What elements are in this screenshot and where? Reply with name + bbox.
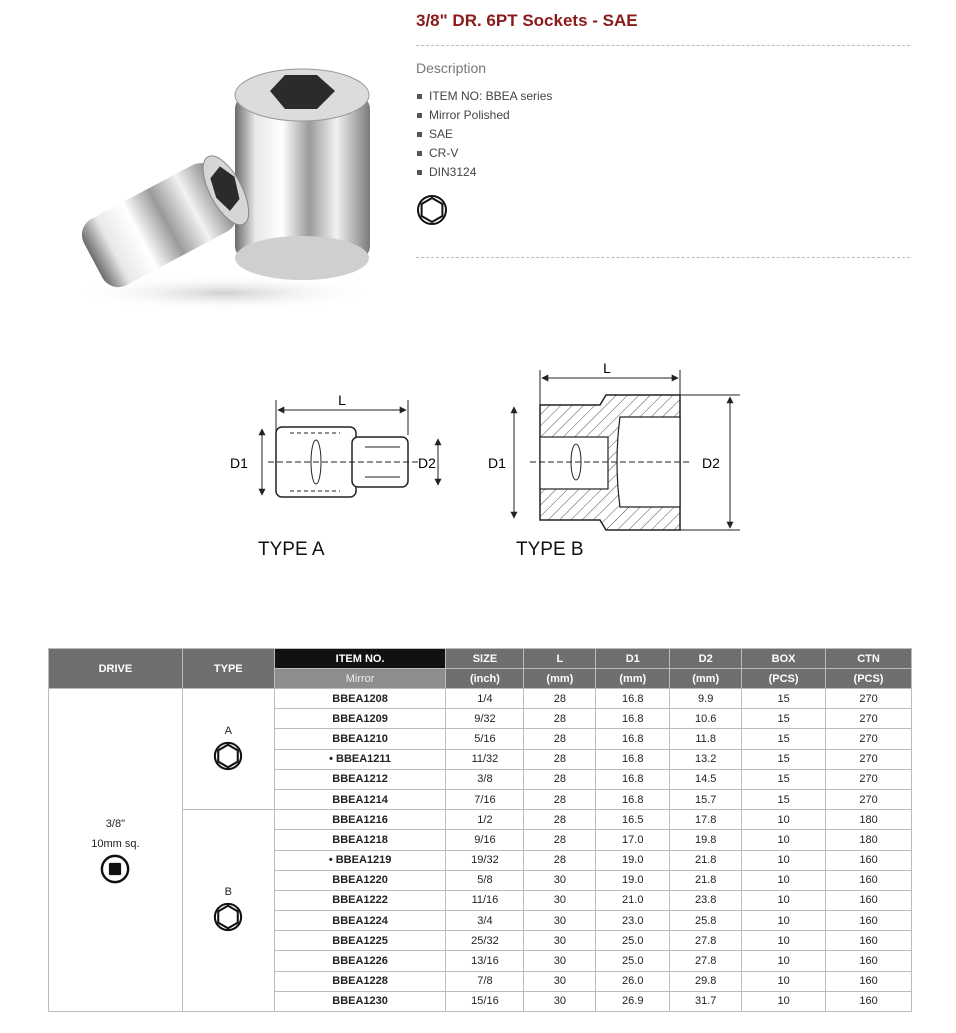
cell-size: 19/32: [446, 850, 524, 870]
cell-box: 10: [742, 870, 826, 890]
divider: [416, 257, 910, 258]
cell-size: 3/8: [446, 769, 524, 789]
cell-item: • BBEA1211: [274, 749, 446, 769]
cell-item: BBEA1209: [274, 709, 446, 729]
type-b-dim-l: L: [603, 360, 611, 376]
cell-ctn: 160: [826, 911, 912, 931]
header-item-no: ITEM NO.: [274, 649, 446, 669]
header-size-unit: (inch): [446, 669, 524, 689]
cell-size: 7/8: [446, 971, 524, 991]
dimension-diagrams: [0, 355, 956, 575]
type-a-label: TYPE A: [258, 539, 325, 560]
cell-ctn: 270: [826, 729, 912, 749]
divider: [416, 45, 910, 46]
spec-item: SAE: [416, 125, 910, 144]
cell-box: 15: [742, 729, 826, 749]
cell-d2: 21.8: [670, 870, 742, 890]
cell-d2: 27.8: [670, 951, 742, 971]
cell-item: • BBEA1219: [274, 850, 446, 870]
cell-d1: 16.8: [596, 749, 670, 769]
cell-ctn: 270: [826, 749, 912, 769]
type-letter: A: [224, 724, 232, 737]
cell-d1: 19.0: [596, 870, 670, 890]
type-a-dim-d2: D2: [418, 455, 436, 471]
cell-l: 28: [524, 810, 596, 830]
cell-box: 10: [742, 971, 826, 991]
cell-l: 30: [524, 911, 596, 931]
cell-d2: 27.8: [670, 931, 742, 951]
header-l-unit: (mm): [524, 669, 596, 689]
table-row: [49, 689, 912, 709]
cell-d2: 29.8: [670, 971, 742, 991]
cell-l: 30: [524, 971, 596, 991]
cell-ctn: 180: [826, 830, 912, 850]
cell-box: 15: [742, 769, 826, 789]
drive-cell: [49, 689, 183, 1012]
cell-d1: 26.0: [596, 971, 670, 991]
cell-l: 28: [524, 850, 596, 870]
cell-item: BBEA1220: [274, 870, 446, 890]
spec-item: Mirror Polished: [416, 106, 910, 125]
drive-square: 10mm sq.: [91, 837, 140, 850]
spec-item: DIN3124: [416, 163, 910, 182]
product-info: [416, 0, 910, 258]
cell-d2: 9.9: [670, 689, 742, 709]
product-photo: [55, 55, 385, 315]
spec-table: [48, 648, 912, 1012]
cell-size: 9/32: [446, 709, 524, 729]
cell-box: 10: [742, 830, 826, 850]
cell-l: 28: [524, 830, 596, 850]
cell-d1: 23.0: [596, 911, 670, 931]
header-d1-unit: (mm): [596, 669, 670, 689]
cell-ctn: 160: [826, 951, 912, 971]
hexagon-icon: [213, 741, 243, 771]
cell-d1: 25.0: [596, 931, 670, 951]
cell-ctn: 160: [826, 931, 912, 951]
header-type: TYPE: [182, 649, 274, 689]
cell-d1: 16.8: [596, 729, 670, 749]
cell-d2: 14.5: [670, 769, 742, 789]
cell-size: 3/4: [446, 911, 524, 931]
cell-ctn: 270: [826, 709, 912, 729]
type-b-label: TYPE B: [516, 539, 584, 560]
table-body: [49, 689, 912, 1012]
cell-box: 10: [742, 810, 826, 830]
cell-ctn: 270: [826, 769, 912, 789]
spec-item: ITEM NO: BBEA series: [416, 87, 910, 106]
cell-item: BBEA1208: [274, 689, 446, 709]
cell-ctn: 180: [826, 810, 912, 830]
cell-d1: 16.5: [596, 810, 670, 830]
cell-box: 15: [742, 749, 826, 769]
cell-l: 28: [524, 709, 596, 729]
cell-d1: 16.8: [596, 689, 670, 709]
header-box: BOX: [742, 649, 826, 669]
cell-l: 28: [524, 689, 596, 709]
header-size: SIZE: [446, 649, 524, 669]
cell-d2: 21.8: [670, 850, 742, 870]
drive-size: 3/8": [105, 817, 125, 830]
product-title: 3/8" DR. 6PT Sockets - SAE: [416, 11, 638, 30]
cell-l: 28: [524, 729, 596, 749]
cell-item: BBEA1228: [274, 971, 446, 991]
cell-box: 10: [742, 931, 826, 951]
cell-ctn: 270: [826, 689, 912, 709]
hexagon-icon: [213, 902, 243, 932]
cell-box: 10: [742, 850, 826, 870]
cell-d2: 17.8: [670, 810, 742, 830]
cell-item: BBEA1226: [274, 951, 446, 971]
cell-ctn: 160: [826, 870, 912, 890]
header-item-sub: Mirror: [274, 669, 446, 689]
cell-item: BBEA1214: [274, 789, 446, 809]
header-d2-unit: (mm): [670, 669, 742, 689]
cell-size: 13/16: [446, 951, 524, 971]
cell-l: 28: [524, 749, 596, 769]
type-a-cell: [182, 689, 274, 810]
cell-box: 10: [742, 951, 826, 971]
cell-ctn: 160: [826, 971, 912, 991]
cell-item: BBEA1225: [274, 931, 446, 951]
cell-ctn: 160: [826, 991, 912, 1011]
header-box-unit: (PCS): [742, 669, 826, 689]
type-b-dim-d2: D2: [702, 455, 720, 471]
cell-size: 7/16: [446, 789, 524, 809]
cell-d2: 15.7: [670, 789, 742, 809]
type-b-diagram: [488, 360, 740, 530]
cell-size: 15/16: [446, 991, 524, 1011]
square-drive-icon: [100, 854, 130, 884]
cell-box: 15: [742, 789, 826, 809]
header-ctn-unit: (PCS): [826, 669, 912, 689]
cell-d1: 16.8: [596, 709, 670, 729]
cell-size: 5/16: [446, 729, 524, 749]
cell-item: BBEA1218: [274, 830, 446, 850]
type-b-dim-d1: D1: [488, 455, 506, 471]
cell-box: 10: [742, 911, 826, 931]
cell-size: 11/16: [446, 890, 524, 910]
cell-item: BBEA1212: [274, 769, 446, 789]
cell-d1: 21.0: [596, 890, 670, 910]
cell-size: 9/16: [446, 830, 524, 850]
cell-ctn: 160: [826, 850, 912, 870]
cell-d2: 23.8: [670, 890, 742, 910]
cell-box: 15: [742, 709, 826, 729]
cell-size: 1/2: [446, 810, 524, 830]
cell-item: BBEA1222: [274, 890, 446, 910]
cell-ctn: 270: [826, 789, 912, 809]
cell-d1: 16.8: [596, 789, 670, 809]
cell-l: 30: [524, 991, 596, 1011]
cell-size: 1/4: [446, 689, 524, 709]
type-a-dim-l: L: [338, 392, 346, 408]
header-d2: D2: [670, 649, 742, 669]
header-d1: D1: [596, 649, 670, 669]
diagram-drawing: [0, 355, 956, 575]
cell-l: 30: [524, 870, 596, 890]
description-heading: Description: [416, 60, 487, 76]
cell-d2: 13.2: [670, 749, 742, 769]
cell-d2: 11.8: [670, 729, 742, 749]
cell-box: 10: [742, 991, 826, 1011]
cell-l: 28: [524, 789, 596, 809]
header-ctn: CTN: [826, 649, 912, 669]
cell-item: BBEA1210: [274, 729, 446, 749]
cell-d2: 31.7: [670, 991, 742, 1011]
header-l: L: [524, 649, 596, 669]
cell-l: 30: [524, 951, 596, 971]
cell-d1: 17.0: [596, 830, 670, 850]
type-letter: B: [224, 886, 232, 899]
type-b-cell: [182, 810, 274, 1012]
cell-size: 5/8: [446, 870, 524, 890]
cell-d2: 25.8: [670, 911, 742, 931]
cell-item: BBEA1216: [274, 810, 446, 830]
cell-box: 10: [742, 890, 826, 910]
spec-list: [416, 87, 910, 182]
cell-d1: 16.8: [596, 769, 670, 789]
cell-ctn: 160: [826, 890, 912, 910]
cell-l: 28: [524, 769, 596, 789]
spec-item: CR-V: [416, 144, 910, 163]
cell-d2: 19.8: [670, 830, 742, 850]
cell-item: BBEA1224: [274, 911, 446, 931]
cell-d2: 10.6: [670, 709, 742, 729]
cell-box: 15: [742, 689, 826, 709]
cell-l: 30: [524, 890, 596, 910]
cell-item: BBEA1230: [274, 991, 446, 1011]
type-a-dim-d1: D1: [230, 455, 248, 471]
cell-d1: 19.0: [596, 850, 670, 870]
cell-d1: 26.9: [596, 991, 670, 1011]
cell-size: 25/32: [446, 931, 524, 951]
cell-d1: 25.0: [596, 951, 670, 971]
cell-l: 30: [524, 931, 596, 951]
header-drive: DRIVE: [49, 649, 183, 689]
hexagon-icon: [416, 194, 448, 226]
type-a-diagram: [230, 392, 438, 497]
cell-size: 11/32: [446, 749, 524, 769]
